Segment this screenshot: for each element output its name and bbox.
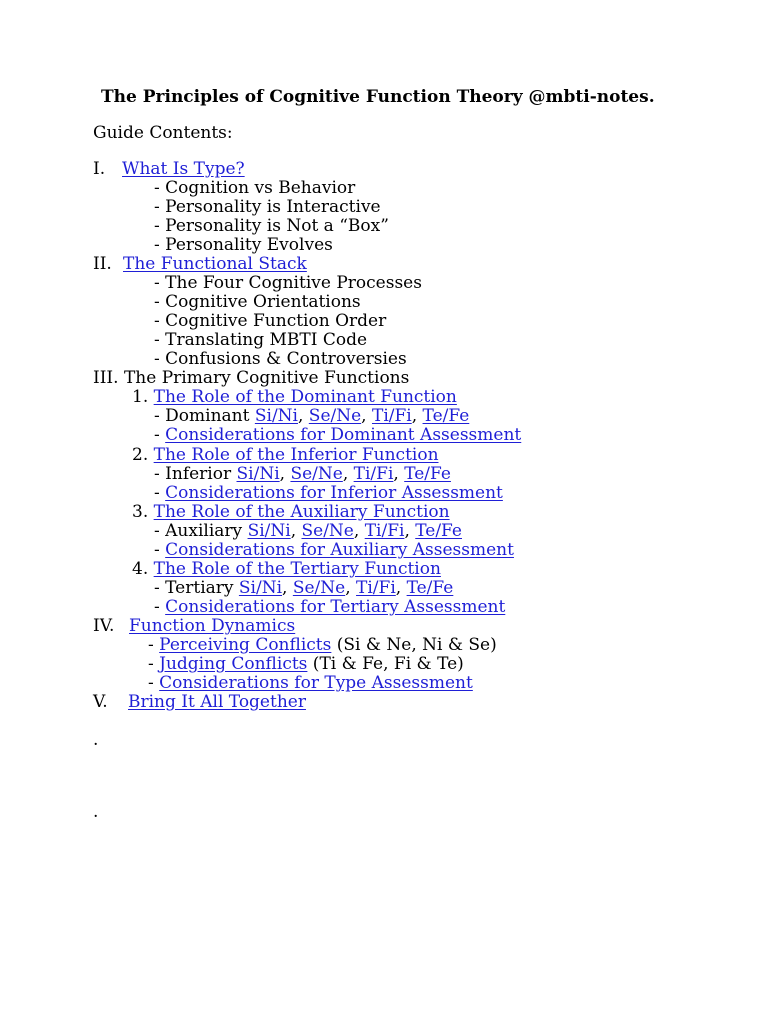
dash: -: [154, 578, 166, 598]
section-1-numeral: I.: [93, 159, 106, 179]
dynamics-row: [148, 636, 497, 655]
dash: -: [154, 425, 166, 445]
comma: ,: [353, 521, 365, 541]
section-2-link[interactable]: The Functional Stack: [123, 254, 307, 274]
trailing-dot-2: .: [93, 802, 99, 822]
subsection-number: 4.: [132, 559, 149, 579]
dash: -: [154, 349, 166, 369]
si-ni-link[interactable]: Si/Ni: [247, 521, 291, 541]
judging-conflicts-link[interactable]: Judging Conflicts: [159, 654, 308, 674]
list-item: [154, 179, 355, 198]
item-text: Cognitive Function Order: [165, 311, 387, 331]
comma: ,: [345, 578, 357, 598]
section-4-numeral: IV.: [93, 616, 115, 636]
section-4-heading: [93, 617, 295, 636]
dash: -: [154, 540, 166, 560]
title-period: .: [648, 87, 655, 107]
section-2-numeral: II.: [93, 254, 112, 274]
se-ne-link[interactable]: Se/Ne: [292, 578, 346, 598]
inferior-role-link[interactable]: The Role of the Inferior Function: [153, 445, 439, 465]
comma: ,: [393, 464, 405, 484]
comma: ,: [361, 406, 372, 426]
te-fe-link[interactable]: Te/Fe: [422, 406, 470, 426]
item-text: Cognitive Orientations: [165, 292, 361, 312]
dash: -: [148, 673, 160, 693]
ti-fi-link[interactable]: Ti/Fi: [364, 521, 405, 541]
item-text: Cognition vs Behavior: [165, 178, 356, 198]
function-links-row: [154, 465, 451, 484]
list-item: [154, 331, 367, 350]
list-item: [154, 236, 333, 255]
dynamics-row: [148, 655, 464, 674]
function-links-row: [154, 579, 453, 598]
dash: -: [154, 597, 166, 617]
se-ne-link[interactable]: Se/Ne: [290, 464, 343, 484]
dash: -: [154, 216, 166, 236]
dominant-role-link[interactable]: The Role of the Dominant Function: [153, 387, 457, 407]
trailing-dot-1: .: [93, 730, 99, 750]
list-item: [154, 217, 389, 236]
dynamics-row: [148, 674, 473, 693]
tertiary-considerations-link[interactable]: Considerations for Tertiary Assessment: [165, 597, 506, 617]
subsection-3-heading: [132, 503, 450, 522]
inferior-considerations-link[interactable]: Considerations for Inferior Assessment: [165, 483, 503, 503]
dash: -: [154, 311, 166, 331]
considerations-row: [154, 426, 521, 445]
section-5-link[interactable]: Bring It All Together: [128, 692, 306, 712]
subsection-number: 3.: [132, 502, 149, 522]
subsection-number: 2.: [132, 445, 149, 465]
dash: -: [154, 521, 166, 541]
title-text: The Principles of Cognitive Function Theory @mbti-notes: [101, 87, 649, 107]
comma: ,: [282, 578, 293, 598]
dash: -: [148, 635, 160, 655]
dash: -: [154, 292, 166, 312]
comma: ,: [279, 464, 291, 484]
role-label: Auxiliary: [165, 521, 243, 541]
ti-fi-link[interactable]: Ti/Fi: [371, 406, 412, 426]
list-item: [154, 312, 386, 331]
tertiary-role-link[interactable]: The Role of the Tertiary Function: [153, 559, 441, 579]
auxiliary-considerations-link[interactable]: Considerations for Auxiliary Assessment: [165, 540, 514, 560]
te-fe-link[interactable]: Te/Fe: [415, 521, 462, 541]
si-ni-link[interactable]: Si/Ni: [236, 464, 280, 484]
dominant-considerations-link[interactable]: Considerations for Dominant Assessment: [165, 425, 522, 445]
role-label: Inferior: [165, 464, 232, 484]
dash: -: [148, 654, 160, 674]
dash: -: [154, 273, 166, 293]
dash: -: [154, 483, 166, 503]
dash: -: [154, 197, 166, 217]
section-2-heading: [93, 255, 307, 274]
subsection-4-heading: [132, 560, 441, 579]
dash: -: [154, 330, 166, 350]
ti-fi-link[interactable]: Ti/Fi: [356, 578, 396, 598]
list-item: [154, 350, 407, 369]
ti-fi-link[interactable]: Ti/Fi: [353, 464, 394, 484]
section-1-link[interactable]: What Is Type?: [122, 159, 245, 179]
comma: ,: [342, 464, 354, 484]
list-item: [154, 293, 361, 312]
dynamics-note: (Ti & Fe, Fi & Te): [307, 654, 464, 674]
section-1-heading: [93, 160, 245, 179]
item-text: Confusions & Controversies: [165, 349, 407, 369]
considerations-row: [154, 484, 503, 503]
subsection-2-heading: [132, 446, 439, 465]
page-title: [101, 88, 655, 107]
role-label: Dominant: [165, 406, 250, 426]
section-3-heading: [93, 369, 409, 388]
guide-contents-label: Guide Contents:: [93, 123, 233, 143]
se-ne-link[interactable]: Se/Ne: [308, 406, 362, 426]
perceiving-conflicts-link[interactable]: Perceiving Conflicts: [159, 635, 332, 655]
considerations-row: [154, 598, 505, 617]
comma: ,: [395, 578, 407, 598]
si-ni-link[interactable]: Si/Ni: [254, 406, 298, 426]
dash: -: [154, 178, 166, 198]
auxiliary-role-link[interactable]: The Role of the Auxiliary Function: [153, 502, 450, 522]
item-text: Personality Evolves: [165, 235, 333, 255]
comma: ,: [290, 521, 302, 541]
item-text: The Four Cognitive Processes: [165, 273, 422, 293]
dash: -: [154, 235, 166, 255]
dash: -: [154, 464, 166, 484]
comma: ,: [404, 521, 416, 541]
considerations-row: [154, 541, 514, 560]
item-text: Personality is Not a “Box”: [165, 216, 389, 236]
item-text: Personality is Interactive: [165, 197, 381, 217]
role-label: Tertiary: [165, 578, 234, 598]
subsection-1-heading: [132, 388, 457, 407]
comma: ,: [411, 406, 423, 426]
te-fe-link[interactable]: Te/Fe: [406, 578, 454, 598]
section-3-numeral: III.: [93, 368, 119, 388]
function-links-row: [154, 522, 462, 541]
section-5-heading: [93, 693, 306, 712]
item-text: Translating MBTI Code: [165, 330, 368, 350]
function-links-row: [154, 407, 469, 426]
comma: ,: [297, 406, 309, 426]
type-assessment-link[interactable]: Considerations for Type Assessment: [159, 673, 473, 693]
section-3-title: The Primary Cognitive Functions: [123, 368, 410, 388]
section-5-numeral: V.: [93, 692, 108, 712]
si-ni-link[interactable]: Si/Ni: [238, 578, 283, 598]
te-fe-link[interactable]: Te/Fe: [404, 464, 451, 484]
section-4-link[interactable]: Function Dynamics: [129, 616, 296, 636]
list-item: [154, 274, 422, 293]
subsection-number: 1.: [132, 387, 149, 407]
dynamics-note: (Si & Ne, Ni & Se): [331, 635, 497, 655]
list-item: [154, 198, 381, 217]
se-ne-link[interactable]: Se/Ne: [301, 521, 354, 541]
dash: -: [154, 406, 166, 426]
